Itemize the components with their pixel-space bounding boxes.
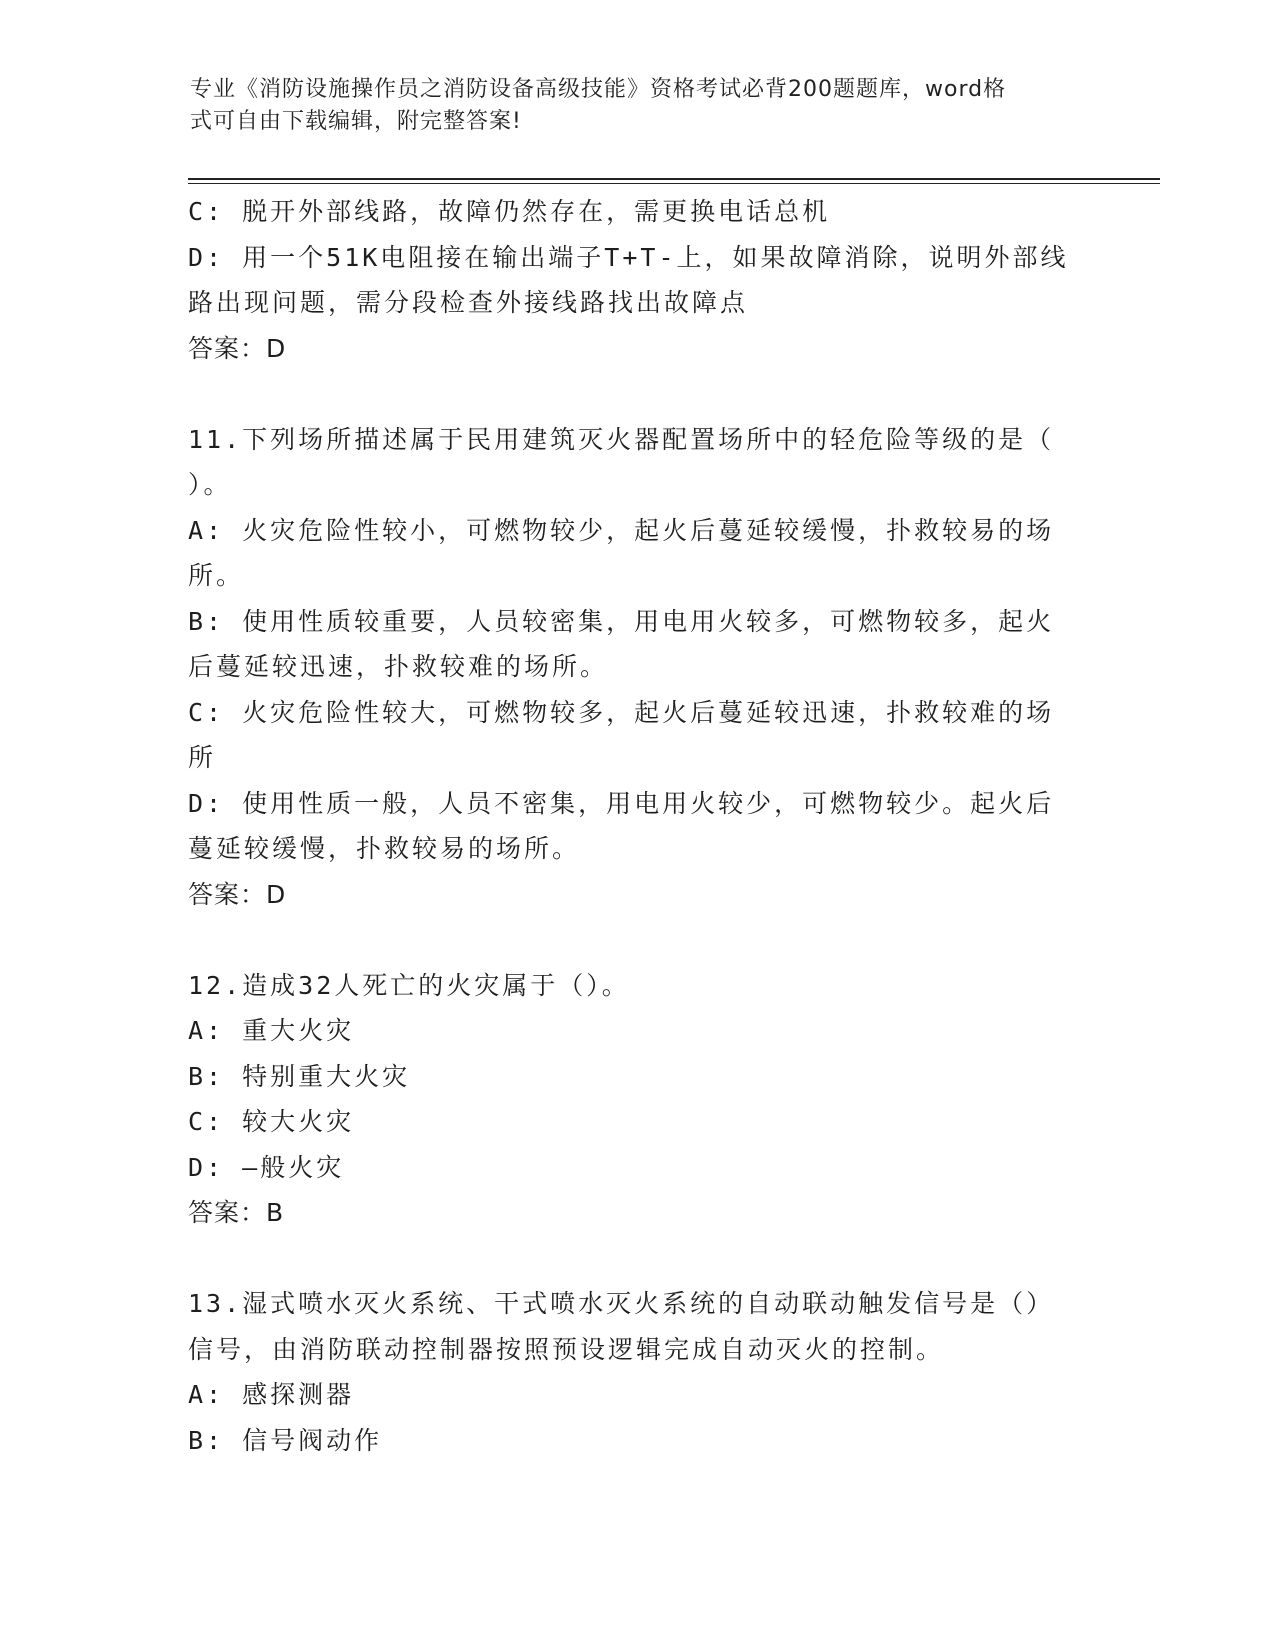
q11-option-b-line-2: 后蔓延较迅速，扑救较难的场所。	[188, 652, 609, 681]
q13-option-a: A: 感探测器	[188, 1380, 355, 1409]
q13-stem-line-2: 信号，由消防联动控制器按照预设逻辑完成自动灭火的控制。	[188, 1334, 945, 1364]
q12-option-d: D: —般火灾	[188, 1152, 345, 1182]
page-header	[190, 74, 1090, 138]
spacer	[188, 371, 1100, 417]
q10-option-c: C: 脱开外部线路，故障仍然存在，需更换电话总机	[188, 197, 831, 226]
header-line-2: 式可自由下载编辑，附完整答案!	[190, 109, 522, 134]
q10-answer: 答案：D	[188, 333, 287, 363]
spacer	[188, 1236, 1100, 1282]
q11-option-c-line-1: C: 火灾危险性较大，可燃物较多，起火后蔓延较迅速，扑救较难的场	[188, 697, 1055, 727]
spacer	[188, 917, 1100, 963]
q13-option-b: B: 信号阀动作	[188, 1425, 383, 1455]
q12-stem: 12.造成32人死亡的火灾属于（）。	[188, 970, 630, 1000]
q11-option-a-line-1: A: 火灾危险性较小，可燃物较少，起火后蔓延较缓慢，扑救较易的场	[188, 515, 1055, 545]
q11-option-b-line-1: B: 使用性质较重要，人员较密集，用电用火较多，可燃物较多，起火	[188, 606, 1055, 636]
q11-answer: 答案：D	[188, 879, 287, 909]
q11-option-a-line-2: 所。	[188, 561, 245, 590]
header-divider-thick	[188, 178, 1160, 180]
q12-option-a: A: 重大火灾	[188, 1016, 355, 1045]
q11-stem-line-1: 11.下列场所描述属于民用建筑灭火器配置场所中的轻危险等级的是（	[188, 424, 1055, 454]
q12-option-c: C: 较大火灾	[188, 1107, 355, 1136]
q11-option-c-line-2: 所	[188, 743, 217, 772]
q10-option-d-line-2: 路出现问题，需分段检查外接线路找出故障点	[188, 288, 749, 317]
q13-stem-line-1: 13.湿式喷水灭火系统、干式喷水灭火系统的自动联动触发信号是（）	[188, 1289, 1055, 1318]
question-content	[188, 189, 1100, 1463]
q11-stem-line-2: ）。	[188, 470, 232, 499]
header-divider-thin	[188, 183, 1160, 184]
header-line-1: 专业《消防设施操作员之消防设备高级技能》资格考试必背200题题库，word格	[190, 77, 1007, 102]
q11-option-d-line-1: D: 使用性质一般，人员不密集，用电用火较少，可燃物较少。起火后	[188, 788, 1055, 818]
q12-option-b: B: 特别重大火灾	[188, 1061, 411, 1091]
q12-answer: 答案：B	[188, 1198, 285, 1227]
q11-option-d-line-2: 蔓延较缓慢，扑救较易的场所。	[188, 834, 581, 863]
q10-option-d-line-1: D: 用一个51K电阻接在输出端子T+T-上，如果故障消除，说明外部线	[188, 242, 1069, 272]
